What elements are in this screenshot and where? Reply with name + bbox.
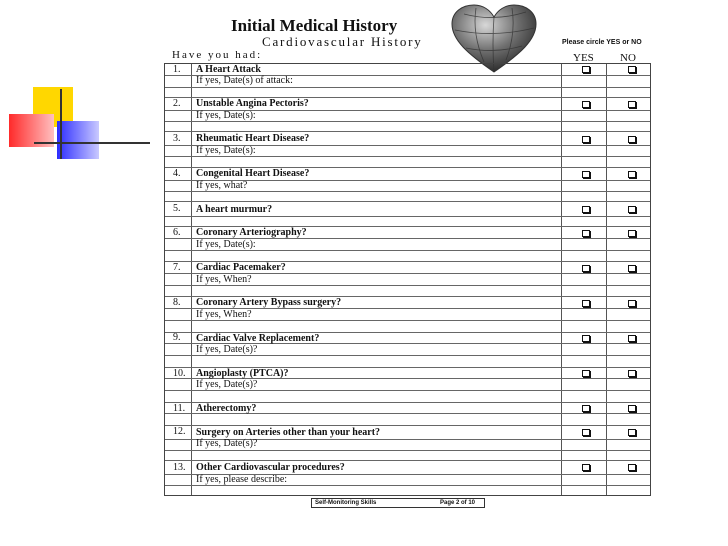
decor-blue-square bbox=[57, 121, 99, 159]
question-number: 11. bbox=[173, 403, 186, 414]
question-label: Coronary Artery Bypass surgery? bbox=[196, 297, 342, 308]
question-label: Congenital Heart Disease? bbox=[196, 168, 310, 179]
row-divider bbox=[165, 425, 650, 426]
question-detail: If yes, When? bbox=[196, 309, 252, 320]
row-divider bbox=[165, 460, 650, 461]
question-number: 3. bbox=[173, 133, 181, 144]
decor-horizontal-line bbox=[34, 142, 150, 144]
yes-checkbox[interactable] bbox=[582, 464, 590, 471]
question-number: 7. bbox=[173, 262, 181, 273]
no-checkbox[interactable] bbox=[628, 265, 636, 272]
question-number: 5. bbox=[173, 203, 181, 214]
question-number: 10. bbox=[173, 368, 186, 379]
decor-vertical-line bbox=[60, 89, 62, 159]
yes-checkbox[interactable] bbox=[582, 230, 590, 237]
history-form bbox=[164, 63, 651, 496]
yes-checkbox[interactable] bbox=[582, 405, 590, 412]
no-checkbox[interactable] bbox=[628, 335, 636, 342]
question-number: 4. bbox=[173, 168, 181, 179]
question-label: A heart murmur? bbox=[196, 204, 273, 215]
question-label: Angioplasty (PTCA)? bbox=[196, 368, 289, 379]
question-number: 1. bbox=[173, 64, 181, 75]
row-divider bbox=[165, 250, 650, 251]
yes-checkbox[interactable] bbox=[582, 300, 590, 307]
form-title: Initial Medical History bbox=[231, 16, 398, 35]
question-label: Cardiac Pacemaker? bbox=[196, 262, 286, 273]
row-divider bbox=[165, 87, 650, 88]
circle-instruction: Please circle YES or NO bbox=[562, 39, 642, 46]
question-detail: If yes, Date(s)? bbox=[196, 379, 258, 390]
question-label: Cardiac Valve Replacement? bbox=[196, 333, 320, 344]
question-detail: If yes, Date(s): bbox=[196, 239, 256, 250]
yes-column-divider bbox=[561, 64, 562, 495]
question-label: Atherectomy? bbox=[196, 403, 257, 414]
yes-checkbox[interactable] bbox=[582, 265, 590, 272]
yes-checkbox[interactable] bbox=[582, 66, 590, 73]
row-divider bbox=[165, 485, 650, 486]
question-label: Other Cardiovascular procedures? bbox=[196, 462, 345, 473]
no-checkbox[interactable] bbox=[628, 230, 636, 237]
no-checkbox[interactable] bbox=[628, 101, 636, 108]
row-divider bbox=[165, 450, 650, 451]
question-number: 12. bbox=[173, 426, 186, 437]
row-divider bbox=[165, 320, 650, 321]
question-detail: If yes, Date(s) of attack: bbox=[196, 75, 293, 86]
no-checkbox[interactable] bbox=[628, 300, 636, 307]
question-detail: If yes, Date(s)? bbox=[196, 438, 258, 449]
question-number: 8. bbox=[173, 297, 181, 308]
no-checkbox[interactable] bbox=[628, 370, 636, 377]
no-checkbox[interactable] bbox=[628, 66, 636, 73]
row-divider bbox=[165, 131, 650, 132]
row-divider bbox=[165, 285, 650, 286]
have-you-had-label: Have you had: bbox=[172, 49, 263, 61]
yes-checkbox[interactable] bbox=[582, 171, 590, 178]
question-label: A Heart Attack bbox=[196, 64, 261, 75]
row-divider bbox=[165, 156, 650, 157]
no-checkbox[interactable] bbox=[628, 429, 636, 436]
row-divider bbox=[165, 201, 650, 202]
question-number: 9. bbox=[173, 332, 181, 343]
question-detail: If yes, please describe: bbox=[196, 474, 288, 485]
no-checkbox[interactable] bbox=[628, 405, 636, 412]
row-divider bbox=[165, 216, 650, 217]
yes-checkbox[interactable] bbox=[582, 101, 590, 108]
form-subtitle: Cardiovascular History bbox=[262, 34, 423, 49]
question-number: 13. bbox=[173, 462, 186, 473]
no-checkbox[interactable] bbox=[628, 206, 636, 213]
yes-checkbox[interactable] bbox=[582, 335, 590, 342]
question-label: Unstable Angina Pectoris? bbox=[196, 98, 309, 109]
row-divider bbox=[165, 355, 650, 356]
no-checkbox[interactable] bbox=[628, 136, 636, 143]
question-detail: If yes, When? bbox=[196, 274, 252, 285]
question-label: Surgery on Arteries other than your heart? bbox=[196, 427, 381, 438]
footer-page-number: Page 2 of 10 bbox=[440, 500, 476, 506]
no-checkbox[interactable] bbox=[628, 171, 636, 178]
no-checkbox[interactable] bbox=[628, 464, 636, 471]
question-detail: If yes, what? bbox=[196, 180, 248, 191]
footer-section-label: Self-Monitoring Skills bbox=[315, 500, 377, 506]
question-label: Rheumatic Heart Disease? bbox=[196, 133, 310, 144]
number-column-divider bbox=[191, 64, 192, 495]
no-column-header: NO bbox=[620, 52, 636, 64]
row-divider bbox=[165, 121, 650, 122]
question-number: 2. bbox=[173, 98, 181, 109]
row-divider bbox=[165, 390, 650, 391]
yes-checkbox[interactable] bbox=[582, 206, 590, 213]
yes-checkbox[interactable] bbox=[582, 429, 590, 436]
yes-checkbox[interactable] bbox=[582, 136, 590, 143]
question-detail: If yes, Date(s): bbox=[196, 110, 256, 121]
question-detail: If yes, Date(s): bbox=[196, 145, 256, 156]
row-divider bbox=[165, 191, 650, 192]
page-footer bbox=[311, 498, 485, 508]
yes-column-header: YES bbox=[573, 52, 594, 64]
question-detail: If yes, Date(s)? bbox=[196, 344, 258, 355]
question-label: Coronary Arteriography? bbox=[196, 227, 307, 238]
no-column-divider bbox=[606, 64, 607, 495]
question-number: 6. bbox=[173, 227, 181, 238]
yes-checkbox[interactable] bbox=[582, 370, 590, 377]
